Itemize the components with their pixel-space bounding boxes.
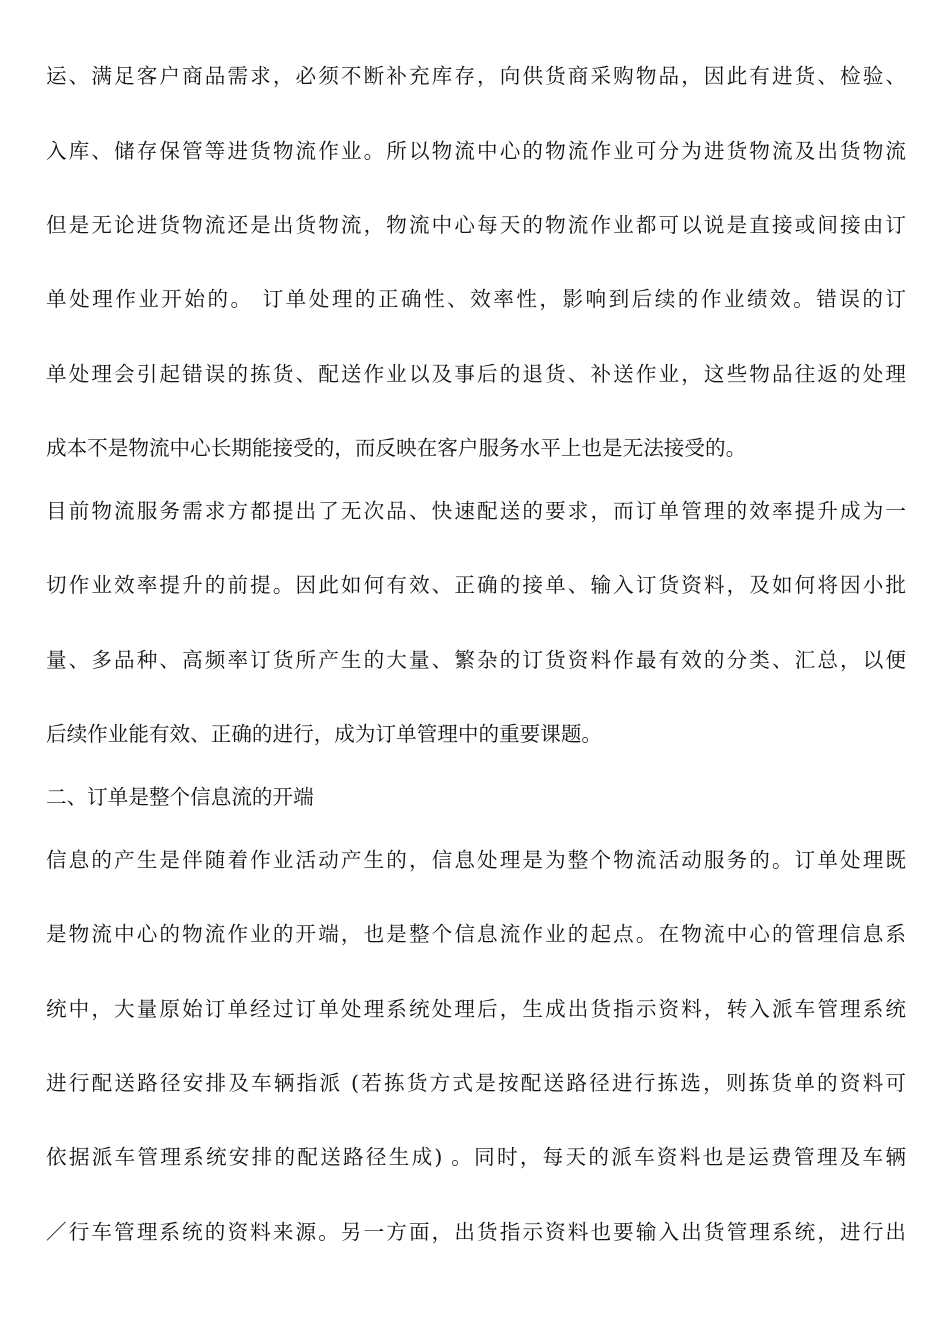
body-text-line: 进行配送路径安排及车辆指派 (若拣货方式是按配送路径进行拣选，则拣货单的资料可 [46, 1071, 906, 1095]
body-text-line: 信息的产生是伴随着作业活动产生的，信息处理是为整个物流活动服务的。订单处理既 [46, 848, 906, 872]
body-text-line: 单处理会引起错误的拣货、配送作业以及事后的退货、补送作业，这些物品往返的处理 [46, 362, 906, 386]
body-text-line: 量、多品种、高频率订货所产生的大量、繁杂的订货资料作最有效的分类、汇总，以便 [46, 648, 906, 672]
body-text-line: 依据派车管理系统安排的配送路径生成) 。同时，每天的派车资料也是运费管理及车辆 [46, 1145, 906, 1169]
body-text-line: 是物流中心的物流作业的开端，也是整个信息流作业的起点。在物流中心的管理信息系 [46, 922, 906, 946]
section-heading: 二、订单是整个信息流的开端 [46, 785, 314, 809]
body-text-line: 入库、储存保管等进货物流作业。所以物流中心的物流作业可分为进货物流及出货物流 [46, 139, 906, 163]
body-text-line: 但是无论进货物流还是出货物流，物流中心每天的物流作业都可以说是直接或间接由订 [46, 213, 906, 237]
body-text-line: 目前物流服务需求方都提出了无次品、快速配送的要求，而订单管理的效率提升成为一 [46, 499, 906, 523]
body-text-line: ／行车管理系统的资料来源。另一方面，出货指示资料也要输入出货管理系统，进行出 [46, 1220, 906, 1244]
body-text-line: 切作业效率提升的前提。因此如何有效、正确的接单、输入订货资料，及如何将因小批 [46, 573, 906, 597]
body-text-line: 后续作业能有效、正确的进行，成为订单管理中的重要课题。 [46, 722, 603, 746]
body-text-line: 统中，大量原始订单经过订单处理系统处理后，生成出货指示资料，转入派车管理系统 [46, 997, 906, 1021]
body-text-line: 成本不是物流中心长期能接受的，而反映在客户服务水平上也是无法接受的。 [46, 436, 747, 460]
body-text-line: 运、满足客户商品需求，必须不断补充库存，向供货商采购物品，因此有进货、检验、 [46, 64, 906, 88]
body-text-line: 单处理作业开始的。 订单处理的正确性、效率性，影响到后续的作业绩效。错误的订 [46, 287, 906, 311]
